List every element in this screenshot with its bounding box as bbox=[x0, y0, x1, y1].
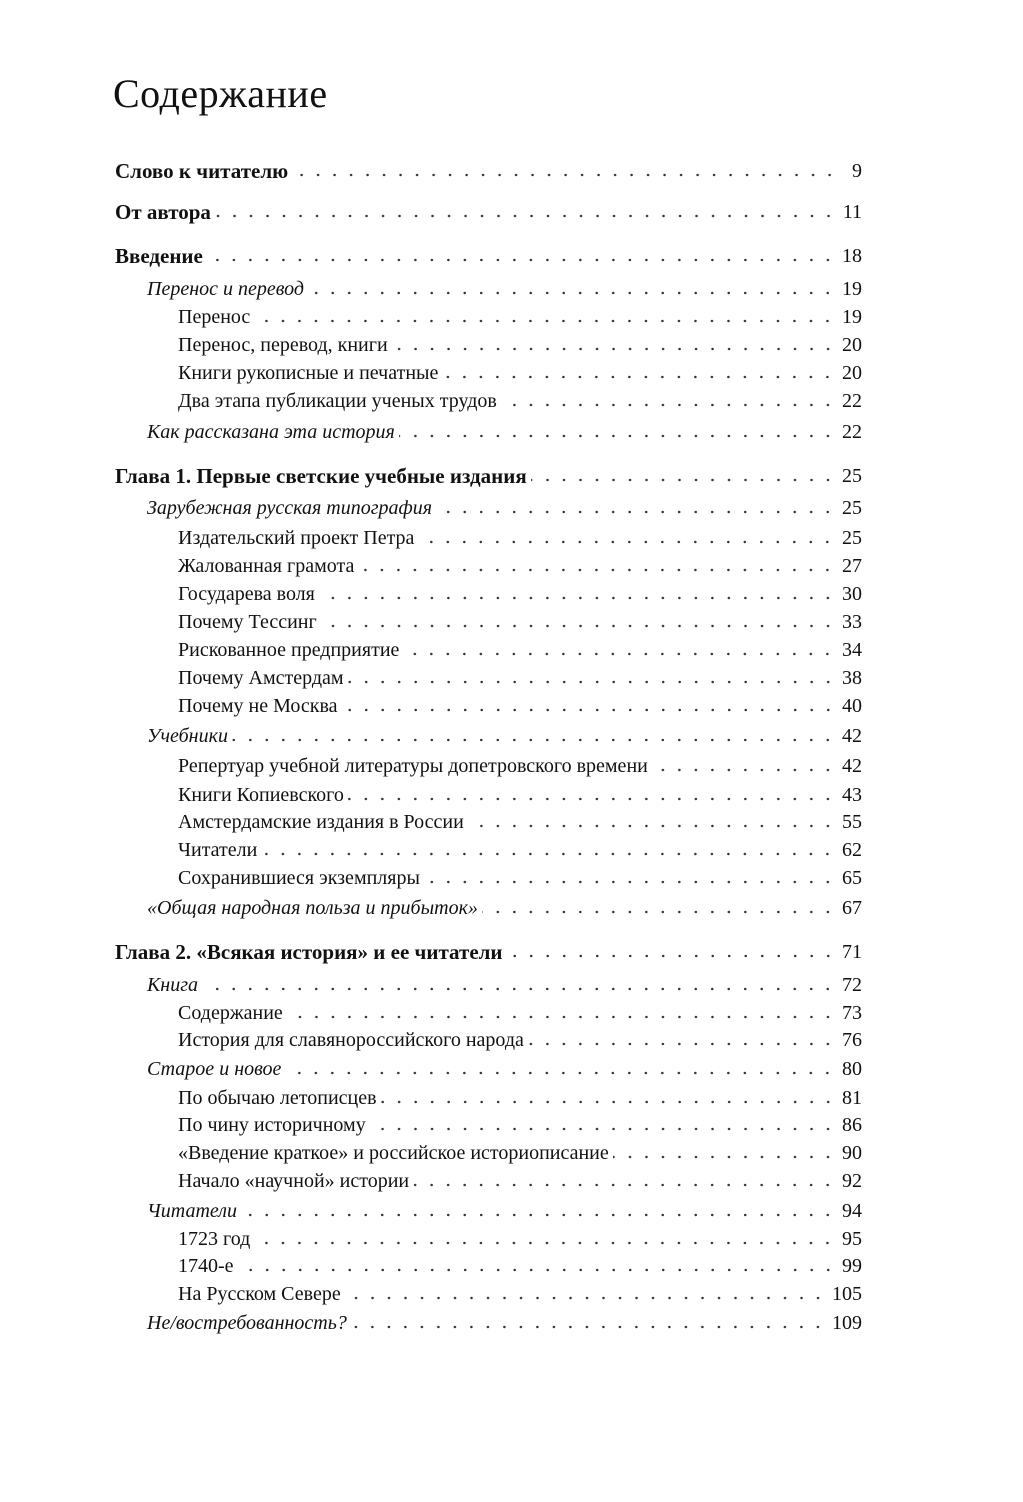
dot-leader bbox=[531, 477, 836, 483]
toc-entry-title: Читатели bbox=[147, 1200, 238, 1222]
toc-entry-title: По обычаю летописцев bbox=[178, 1087, 377, 1109]
toc-entry-title: По чину историчному bbox=[178, 1114, 366, 1136]
toc-entry-title: 1723 год bbox=[178, 1228, 251, 1250]
toc-entry[interactable] bbox=[178, 522, 862, 550]
toc-entry[interactable] bbox=[147, 720, 862, 748]
toc-entry-page: 90 bbox=[842, 1142, 862, 1164]
toc-entry-title: На Русском Севере bbox=[178, 1283, 341, 1305]
toc-entry-page: 71 bbox=[842, 941, 862, 963]
toc-entry-page: 99 bbox=[842, 1255, 862, 1277]
toc-entry-title: «Введение краткое» и российское историописание bbox=[178, 1142, 609, 1164]
toc-entry[interactable] bbox=[115, 196, 862, 224]
dot-leader bbox=[215, 213, 837, 219]
toc-entry-title: Книги рукописные и печатные bbox=[178, 362, 439, 384]
toc-entry-page: 27 bbox=[842, 555, 862, 577]
dot-leader bbox=[392, 346, 836, 352]
toc-entry[interactable] bbox=[147, 1053, 862, 1081]
dot-leader bbox=[345, 1295, 826, 1301]
toc-entry[interactable] bbox=[178, 1165, 862, 1193]
toc-entry-page: 25 bbox=[842, 527, 862, 549]
dot-leader bbox=[348, 679, 836, 685]
toc-entry-title: Два этапа публикации ученых трудов bbox=[178, 390, 497, 412]
dot-leader bbox=[342, 707, 836, 713]
toc-entry[interactable] bbox=[115, 460, 862, 488]
toc-entry-title: Почему Тессинг bbox=[178, 611, 317, 633]
toc-entry-title: Рискованное предприятие bbox=[178, 639, 400, 661]
toc-entry-page: 55 bbox=[842, 811, 862, 833]
toc-entry-title: От автора bbox=[115, 200, 211, 224]
toc-entry-page: 18 bbox=[842, 245, 862, 267]
toc-entry-title: Почему не Москва bbox=[178, 695, 338, 717]
dot-leader bbox=[413, 1182, 836, 1188]
toc-entry-page: 42 bbox=[842, 725, 862, 747]
dot-leader bbox=[207, 257, 836, 263]
toc-entry[interactable] bbox=[178, 862, 862, 890]
toc-entry[interactable] bbox=[178, 1278, 862, 1306]
dot-leader bbox=[238, 1267, 836, 1273]
toc-entry-page: 38 bbox=[842, 667, 862, 689]
toc-entry-title: 1740-е bbox=[178, 1255, 234, 1277]
toc-entry[interactable] bbox=[178, 578, 862, 606]
toc-entry-page: 43 bbox=[842, 784, 862, 806]
toc-entry[interactable] bbox=[147, 416, 862, 444]
toc-entry[interactable] bbox=[115, 936, 862, 964]
toc-entry[interactable] bbox=[178, 1223, 862, 1251]
dot-leader bbox=[319, 595, 836, 601]
toc-entry-page: 20 bbox=[842, 362, 862, 384]
toc-entry-title: Амстердамские издания в России bbox=[178, 811, 464, 833]
toc-entry-title: Не/востребованность? bbox=[147, 1312, 347, 1334]
toc-entry[interactable] bbox=[147, 1307, 862, 1335]
dot-leader bbox=[528, 1041, 836, 1047]
toc-entry-title: Учебники bbox=[147, 725, 228, 747]
dot-leader bbox=[436, 509, 836, 515]
toc-entry-title: Читатели bbox=[178, 839, 258, 861]
toc-entry-title: Репертуар учебной литературы допетровского времени bbox=[178, 755, 648, 777]
toc-entry-page: 73 bbox=[842, 1002, 862, 1024]
toc-entry-title: Как рассказана эта история bbox=[147, 421, 395, 443]
dot-leader bbox=[254, 1240, 836, 1246]
toc-entry-page: 62 bbox=[842, 839, 862, 861]
dot-leader bbox=[321, 623, 836, 629]
toc-entry[interactable] bbox=[147, 969, 862, 997]
toc-entry-title: Книги Копиевского bbox=[178, 784, 344, 806]
dot-leader bbox=[418, 539, 836, 545]
toc-entry-page: 86 bbox=[842, 1114, 862, 1136]
toc-entry[interactable] bbox=[178, 1137, 862, 1165]
dot-leader bbox=[507, 953, 836, 959]
toc-entry-page: 94 bbox=[842, 1200, 862, 1222]
dot-leader bbox=[308, 290, 836, 296]
toc-entry[interactable] bbox=[147, 492, 862, 520]
toc-entry-title: Старое и новое bbox=[147, 1058, 282, 1080]
toc-entry-title: Глава 2. «Всякая история» и ее читатели bbox=[115, 940, 503, 964]
toc-entry-title: Введение bbox=[115, 244, 203, 268]
dot-leader bbox=[501, 402, 836, 408]
toc-entry-page: 40 bbox=[842, 695, 862, 717]
toc-entry[interactable] bbox=[178, 750, 862, 778]
toc-entry-page: 95 bbox=[842, 1228, 862, 1250]
toc-entry-page: 19 bbox=[842, 306, 862, 328]
dot-leader bbox=[285, 1070, 836, 1076]
toc-entry[interactable] bbox=[178, 662, 862, 690]
dot-leader bbox=[261, 851, 836, 857]
dot-leader bbox=[351, 1324, 826, 1330]
dot-leader bbox=[403, 651, 836, 657]
toc-entry[interactable] bbox=[147, 892, 862, 920]
toc-entry-page: 11 bbox=[842, 201, 862, 223]
toc-entry-title: Содержание bbox=[178, 1002, 283, 1024]
toc-entry-title: «Общая народная польза и прибыток» bbox=[147, 897, 478, 919]
toc-entry-title: Жалованная грамота bbox=[178, 555, 355, 577]
dot-leader bbox=[358, 567, 836, 573]
toc-entry-title: Сохранившиеся экземпляры bbox=[178, 867, 420, 889]
toc-entry-page: 81 bbox=[842, 1087, 862, 1109]
toc-entry-page: 9 bbox=[852, 160, 862, 182]
toc-entry-title: Перенос, перевод, книги bbox=[178, 334, 388, 356]
page-title: Содержание bbox=[113, 71, 328, 116]
dot-leader bbox=[370, 1126, 836, 1132]
toc-entry-title: Перенос и перевод bbox=[147, 278, 305, 300]
toc-entry-title: История для славянороссийского народа bbox=[178, 1029, 524, 1051]
toc-entry-title: Издательский проект Петра bbox=[178, 527, 415, 549]
toc-entry-page: 109 bbox=[832, 1312, 862, 1334]
toc-entry[interactable] bbox=[178, 997, 862, 1025]
dot-leader bbox=[202, 986, 836, 992]
toc-entry[interactable] bbox=[178, 634, 862, 662]
toc-entry-page: 105 bbox=[832, 1283, 862, 1305]
toc-entry-page: 80 bbox=[842, 1058, 862, 1080]
toc-entry[interactable] bbox=[178, 1250, 862, 1278]
dot-leader bbox=[442, 374, 836, 380]
toc-entry-page: 42 bbox=[842, 755, 862, 777]
toc-entry-title: Почему Амстердам bbox=[178, 667, 344, 689]
toc-entry[interactable] bbox=[178, 1024, 862, 1052]
dot-leader bbox=[652, 767, 836, 773]
toc-entry-title: Государева воля bbox=[178, 583, 315, 605]
toc-entry-page: 20 bbox=[842, 334, 862, 356]
dot-leader bbox=[241, 1212, 836, 1218]
toc-entry[interactable] bbox=[178, 385, 862, 413]
dot-leader bbox=[613, 1154, 836, 1160]
dot-leader bbox=[348, 796, 836, 802]
toc-entry[interactable] bbox=[115, 240, 862, 268]
toc-entry-page: 65 bbox=[842, 867, 862, 889]
toc-entry[interactable] bbox=[178, 301, 862, 329]
toc-entry-title: Перенос bbox=[178, 306, 251, 328]
toc-entry-title: Глава 1. Первые светские учебные издания bbox=[115, 464, 527, 488]
toc-entry-page: 22 bbox=[842, 421, 862, 443]
toc-entry-page: 92 bbox=[842, 1170, 862, 1192]
toc-entry[interactable] bbox=[178, 550, 862, 578]
toc-entry-title: Зарубежная русская типография bbox=[147, 497, 433, 519]
dot-leader bbox=[468, 823, 836, 829]
dot-leader bbox=[381, 1099, 836, 1105]
toc-entry[interactable] bbox=[178, 779, 862, 807]
toc-entry-page: 30 bbox=[842, 583, 862, 605]
toc-entry[interactable] bbox=[178, 834, 862, 862]
toc-entry-page: 25 bbox=[842, 465, 862, 487]
toc-entry-page: 22 bbox=[842, 390, 862, 412]
dot-leader bbox=[254, 318, 836, 324]
dot-leader bbox=[424, 879, 836, 885]
toc-entry[interactable] bbox=[178, 1082, 862, 1110]
toc-entry[interactable] bbox=[178, 357, 862, 385]
toc-entry-page: 33 bbox=[842, 611, 862, 633]
toc-entry-title: Начало «научной» истории bbox=[178, 1170, 410, 1192]
toc-entry[interactable] bbox=[147, 273, 862, 301]
toc-entry[interactable] bbox=[178, 1109, 862, 1137]
toc-entry[interactable] bbox=[115, 155, 862, 183]
toc-entry-title: Книга bbox=[147, 974, 199, 996]
toc-entry[interactable] bbox=[178, 690, 862, 718]
toc-entry[interactable] bbox=[178, 329, 862, 357]
toc-entry-page: 76 bbox=[842, 1029, 862, 1051]
dot-leader bbox=[287, 1014, 836, 1020]
dot-leader bbox=[232, 737, 836, 743]
dot-leader bbox=[399, 433, 836, 439]
toc-entry-page: 34 bbox=[842, 639, 862, 661]
toc-entry-page: 19 bbox=[842, 278, 862, 300]
toc-entry[interactable] bbox=[178, 806, 862, 834]
toc-entry-page: 67 bbox=[842, 897, 862, 919]
toc-entry[interactable] bbox=[147, 1195, 862, 1223]
toc-entry[interactable] bbox=[178, 606, 862, 634]
toc-entry-title: Слово к читателю bbox=[115, 159, 289, 183]
dot-leader bbox=[482, 909, 836, 915]
dot-leader bbox=[292, 172, 838, 178]
toc-entry-page: 25 bbox=[842, 497, 862, 519]
toc-entry-page: 72 bbox=[842, 974, 862, 996]
